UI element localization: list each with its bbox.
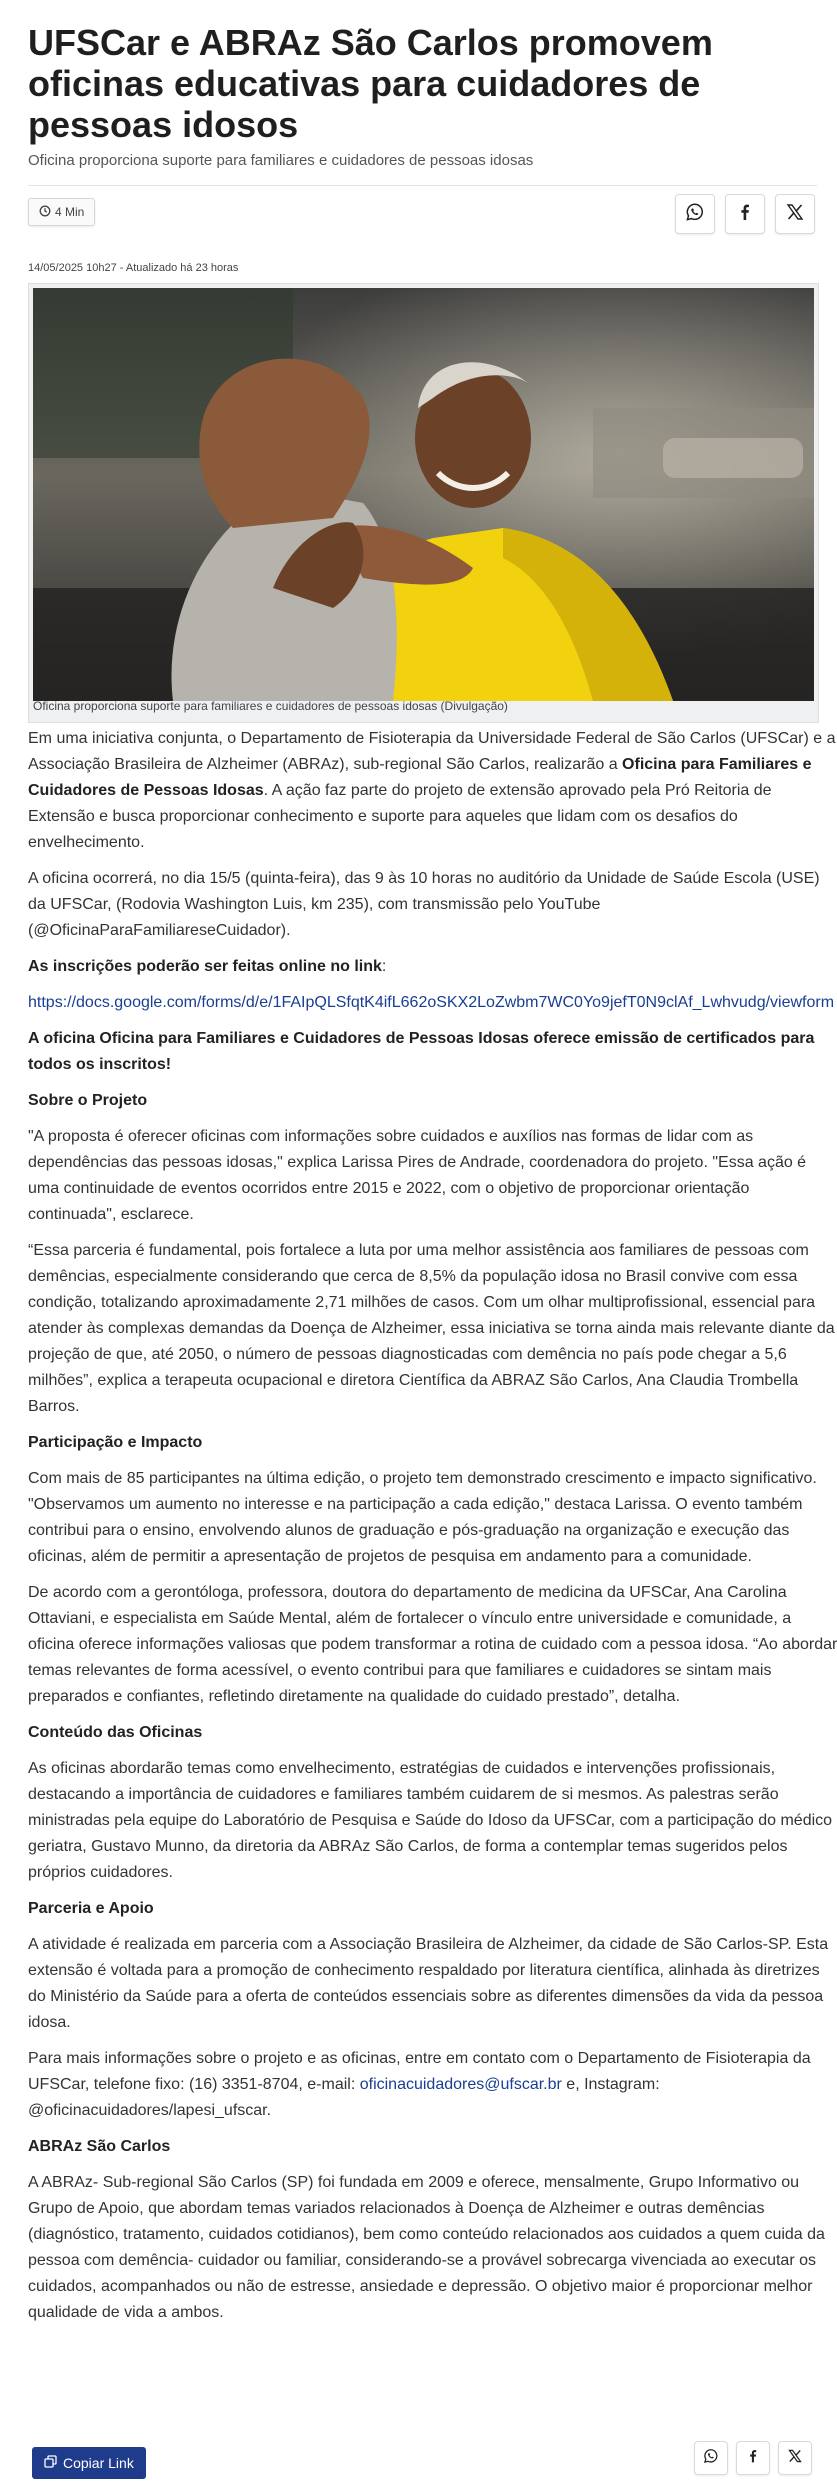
share-facebook-button-bottom[interactable] <box>736 2441 770 2475</box>
article-subtitle: Oficina proporciona suporte para familiares e cuidadores de pessoas idosas <box>28 152 534 169</box>
paragraph-parceria-2: Para mais informações sobre o projeto e as oficinas, entre em contato com o Departamento de Fisioterapia da UFSCar, telefone fixo: (16) 3351-8704, e-mail: oficinacuidadores@ufscar.br e, Instagram: @oficinacuidadores/lapesi_ufscar. <box>28 2050 811 2119</box>
facebook-icon <box>735 202 755 227</box>
paragraph-parceria-1: A atividade é realizada em parceria com a Associação Brasileira de Alzheimer, da cidade de São Carlos-SP. Esta extensão é voltada para a promoção de conhecimento respaldado por literatura científica, alinhada às diretrizes do Ministério da Saúde para a oferta de conteúdos essenciais sobre as diferentes dimensões da vida da pessoa idosa. <box>28 1936 829 2031</box>
share-whatsapp-button[interactable] <box>675 194 715 234</box>
share-x-button-bottom[interactable] <box>778 2441 812 2475</box>
copy-link-label: Copiar Link <box>63 2455 134 2471</box>
heading-projeto: Sobre o Projeto <box>28 1092 148 1109</box>
article-body <box>28 726 837 2336</box>
article-photo <box>33 288 814 701</box>
image-caption: Oficina proporciona suporte para familiares e cuidadores de pessoas idosas (Divulgação) <box>33 699 508 713</box>
article-title: UFSCar e ABRAz São Carlos promovem oficinas educativas para cuidadores de pessoas idosos <box>28 22 713 145</box>
share-bar-top <box>675 194 815 234</box>
share-whatsapp-button-bottom[interactable] <box>694 2441 728 2475</box>
share-facebook-button[interactable] <box>725 194 765 234</box>
contact-email-link[interactable]: oficinacuidadores@ufscar.br <box>359 2076 562 2093</box>
paragraph-impacto-2: De acordo com a gerontóloga, professora, doutora do departamento de medicina da UFSCar, Ana Carolina Ottaviani, e especialista em Saúde Mental, além de fortalecer o vínculo entre universidade e comunidade, a oficina oferece informações valiosas que podem transformar a rotina de cuidado com a pessoa idosa. “Ao abordar temas relevantes de forma acessível, o evento contribui para que familiares e cuidadores se sintam mais preparados e confiantes, refletindo diretamente na qualidade do cuidado prestado”, detalha. <box>28 1584 837 1705</box>
registration-link[interactable]: https://docs.google.com/forms/d/e/1FAIpQLSfqtK4ifL662oSKX2LoZwbm7WC0Yo9jefT0N9clAf_Lwhvudg/viewform <box>28 994 835 1011</box>
whatsapp-icon <box>703 2448 719 2469</box>
paragraph-projeto-1: "A proposta é oferecer oficinas com informações sobre cuidados e auxílios nas formas de lidar com as dependências das pessoas idosas," explica Larissa Pires de Andrade, coordenadora do projeto. "Essa ação é uma continuidade de eventos ocorridos entre 2015 e 2022, com o objetivo de proporcionar orientação continuada", esclarece. <box>28 1128 807 1223</box>
read-time-badge <box>28 198 95 226</box>
paragraph-abraz: A ABRAz- Sub-regional São Carlos (SP) foi fundada em 2009 e oferece, mensalmente, Grupo Informativo ou Grupo de Apoio, que abordam temas variados relacionados à Doença de Alzheimer e outras demências (diagnóstico, tratamento, cuidados cotidianos), bem como conteúdo relacionados aos cuidados a quem cuida da pessoa com demência- cuidador ou familiar, considerando-se a provável sobrecarga vivenciada ao executar os cuidados, acompanhados ou não de estresse, ansiedade e depressão. O objetivo maior é proporcionar melhor qualidade de vida a ambos. <box>28 2174 825 2321</box>
clock-icon <box>39 205 51 220</box>
certificates-notice: A oficina Oficina para Familiares e Cuidadores de Pessoas Idosas oferece emissão de certificados para todos os inscritos! <box>28 1030 815 1073</box>
facebook-icon <box>745 2448 761 2469</box>
share-bar-bottom <box>694 2441 812 2475</box>
heading-abraz: ABRAz São Carlos <box>28 2138 171 2155</box>
paragraph-impacto-1: Com mais de 85 participantes na última edição, o projeto tem demonstrado crescimento e impacto significativo. "Observamos um aumento no interesse e na participação a cada edição," destaca Larissa. O evento também contribui para o ensino, envolvendo alunos de graduação e pós-graduação na organização e execução das oficinas, além de permitir a apresentação de projetos de pesquisa em andamento para a comunidade. <box>28 1470 817 1565</box>
whatsapp-icon <box>685 202 705 227</box>
registration-paragraph <box>28 990 837 1016</box>
paragraph-schedule: A oficina ocorrerá, no dia 15/5 (quinta-feira), das 9 às 10 horas no auditório da Unidade de Saúde Escola (USE) da UFSCar, (Rodovia Washington Luis, km 235), com transmissão pelo YouTube (@OficinaParaFamiliareseCuidador). <box>28 870 820 939</box>
read-time-text: 4 Min <box>55 205 85 219</box>
share-x-button[interactable] <box>775 194 815 234</box>
heading-parceria: Parceria e Apoio <box>28 1900 154 1917</box>
article-figure <box>28 283 819 723</box>
heading-impacto: Participação e Impacto <box>28 1434 203 1451</box>
x-icon <box>787 2448 803 2469</box>
publish-date: 14/05/2025 10h27 - Atualizado há 23 horas <box>28 262 239 274</box>
x-icon <box>785 202 805 227</box>
paragraph-conteudo: As oficinas abordarão temas como envelhecimento, estratégias de cuidados e intervenções profissionais, destacando a importância de cuidadores e familiares também cuidarem de si mesmos. As palestras serão ministradas pela equipe do Laboratório de Pesquisa e Saúde do Idoso da UFSCar, com a participação do médico geriatra, Gustavo Munno, da diretoria da ABRAz São Carlos, de forma a contemplar temas sugeridos pelos próprios cuidadores. <box>28 1760 833 1881</box>
registration-label: As inscrições poderão ser feitas online no link: <box>28 958 387 975</box>
workshop-name: Oficina para Familiares e Cuidadores de Pessoas Idosas <box>28 756 812 799</box>
paragraph-intro: Em uma iniciativa conjunta, o Departamento de Fisioterapia da Universidade Federal de São Carlos (UFSCar) e a Associação Brasileira de Alzheimer (ABRAz), sub-regional São Carlos, realizarão a Oficina para Familiares e Cuidadores de Pessoas Idosas. A ação faz parte do projeto de extensão aprovado pela Pró Reitoria de Extensão e busca proporcionar conhecimento e suporte para aqueles que lidam com os desafios do envelhecimento. <box>28 730 836 851</box>
copy-icon <box>44 2455 57 2471</box>
copy-link-button[interactable] <box>32 2447 146 2479</box>
heading-conteudo: Conteúdo das Oficinas <box>28 1724 203 1741</box>
divider <box>28 185 817 186</box>
paragraph-projeto-2: “Essa parceria é fundamental, pois fortalece a luta por uma melhor assistência aos familiares de pessoas com demências, especialmente considerando que cerca de 8,5% da população idosa no Brasil convive com essa condição, totalizando aproximadamente 2,71 milhões de casos. Com um olhar multiprofissional, essencial para atender às complexas demandas da Doença de Alzheimer, essa iniciativa se torna ainda mais relevante diante da projeção de que, até 2050, o número de pessoas diagnosticadas com demência no país pode chegar a 5,6 milhões”, explica a terapeuta ocupacional e diretora Científica da ABRAZ São Carlos, Ana Claudia Trombella Barros. <box>28 1242 835 1415</box>
